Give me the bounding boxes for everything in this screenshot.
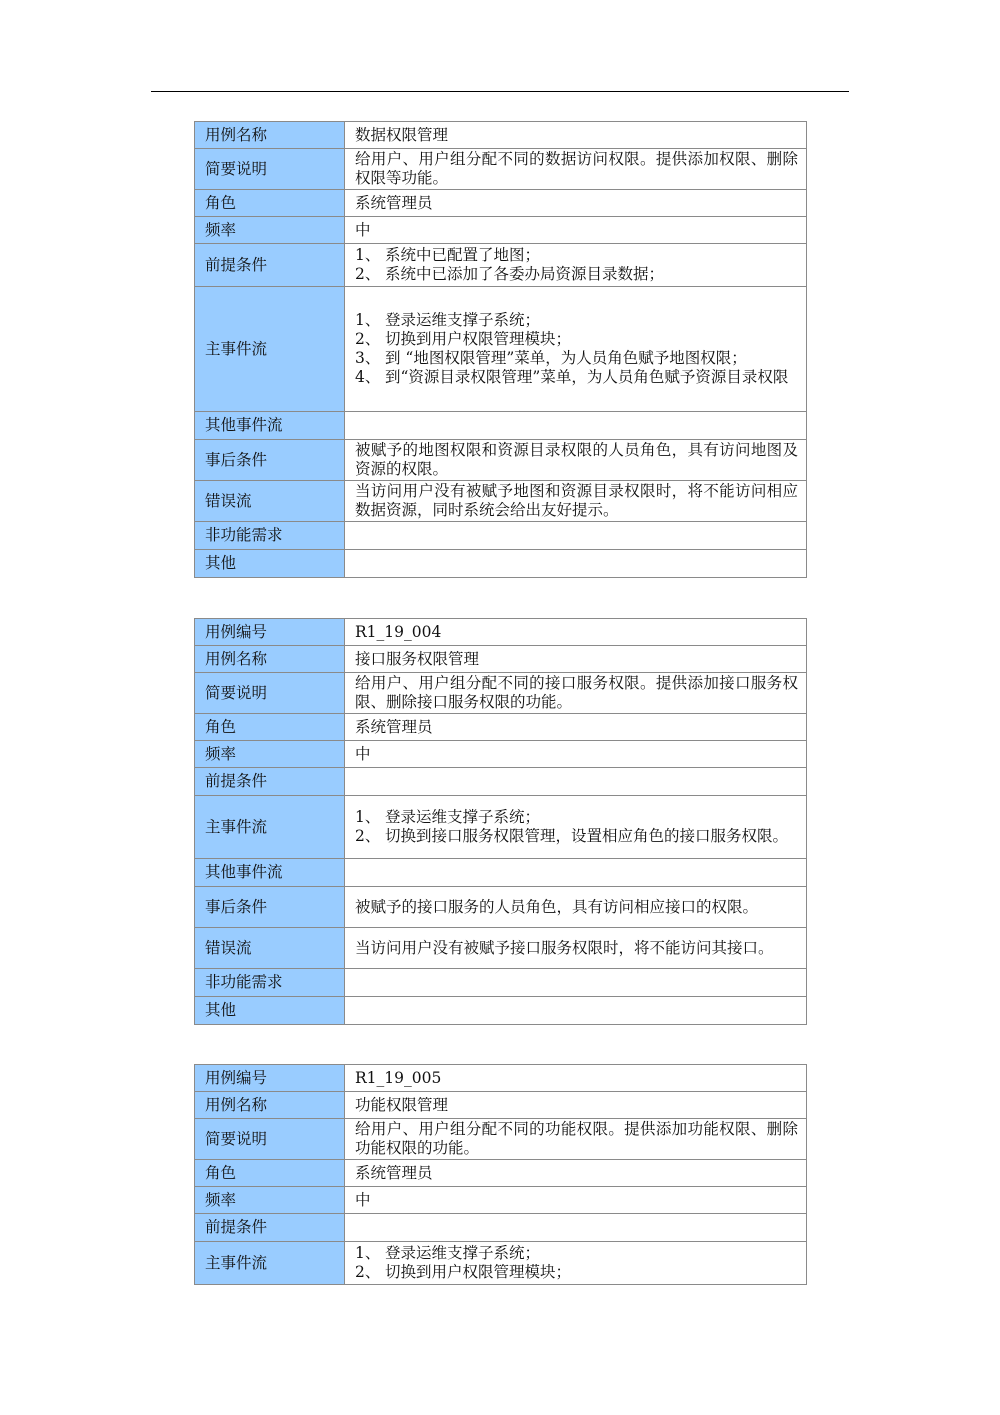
row-label: 主事件流 [195,796,345,859]
row-value [345,412,807,440]
row-value-steps [345,796,807,859]
table-row [195,190,807,217]
step-text: 切换到用户权限管理模块； [385,1263,572,1281]
table-row [195,550,807,578]
table-row [195,1065,807,1092]
table-row [195,673,807,714]
step-text: 登录运维支撑子系统； [385,1244,541,1262]
row-label: 频率 [195,217,345,244]
step-text: 到“资源目录权限管理”菜单，为人员角色赋予资源目录权限 [385,368,789,386]
row-value [345,969,807,997]
row-label: 用例编号 [195,1065,345,1092]
step-item [355,827,798,846]
table-row [195,619,807,646]
table-row [195,440,807,481]
step-number: 1、 [355,246,381,264]
row-value [345,997,807,1025]
row-value: 功能权限管理 [345,1092,807,1119]
row-value: 中 [345,741,807,768]
row-label: 频率 [195,1187,345,1214]
table-row [195,928,807,969]
table-row [195,741,807,768]
table-row [195,122,807,149]
row-value [345,768,807,796]
row-label: 频率 [195,741,345,768]
row-label: 简要说明 [195,149,345,190]
step-item [355,265,798,284]
table-row [195,522,807,550]
table-row [195,1242,807,1285]
table-row [195,217,807,244]
row-label: 其他事件流 [195,412,345,440]
step-item [355,330,798,349]
page-header-rule [151,91,849,92]
table-row [195,859,807,887]
row-label: 非功能需求 [195,522,345,550]
row-label: 用例编号 [195,619,345,646]
step-number: 2、 [355,330,381,348]
row-value: R1_19_004 [345,619,807,646]
step-item [355,1263,798,1282]
row-value [345,859,807,887]
row-label: 其他 [195,997,345,1025]
step-number: 1、 [355,1244,381,1262]
row-value: 中 [345,217,807,244]
table-row [195,646,807,673]
row-label: 简要说明 [195,673,345,714]
row-label: 角色 [195,190,345,217]
step-text: 切换到接口服务权限管理，设置相应角色的接口服务权限。 [385,827,789,845]
row-value: 给用户、用户组分配不同的功能权限。提供添加功能权限、删除功能权限的功能。 [345,1119,807,1160]
table-row [195,244,807,287]
use-case-table-interface-permission [194,618,807,1025]
step-number: 1、 [355,808,381,826]
step-text: 到 “地图权限管理”菜单，为人员角色赋予地图权限； [385,349,747,367]
step-number: 4、 [355,368,381,386]
row-label: 事后条件 [195,440,345,481]
step-number: 2、 [355,1263,381,1281]
row-label: 前提条件 [195,1214,345,1242]
row-label: 角色 [195,714,345,741]
use-case-table-data-permission [194,121,807,578]
table-row [195,1119,807,1160]
row-value [345,550,807,578]
row-value: 被赋予的地图权限和资源目录权限的人员角色，具有访问地图及资源的权限。 [345,440,807,481]
table-row [195,1214,807,1242]
table-row [195,412,807,440]
row-value: 数据权限管理 [345,122,807,149]
row-value: 当访问用户没有被赋予接口服务权限时，将不能访问其接口。 [345,928,807,969]
table-row [195,1160,807,1187]
row-value: 当访问用户没有被赋予地图和资源目录权限时，将不能访问相应数据资源，同时系统会给出友好提示。 [345,481,807,522]
step-text: 登录运维支撑子系统； [385,808,541,826]
row-label: 错误流 [195,481,345,522]
table-row [195,481,807,522]
step-item [355,1244,798,1263]
row-label: 前提条件 [195,768,345,796]
table-row [195,149,807,190]
use-case-table-function-permission [194,1064,807,1285]
step-item [355,246,798,265]
row-value: 被赋予的接口服务的人员角色，具有访问相应接口的权限。 [345,887,807,928]
step-number: 2、 [355,265,381,283]
table-row [195,997,807,1025]
row-label: 前提条件 [195,244,345,287]
table-row [195,714,807,741]
row-label: 用例名称 [195,646,345,673]
table-row [195,768,807,796]
step-number: 3、 [355,349,381,367]
row-label: 其他 [195,550,345,578]
step-number: 1、 [355,311,381,329]
row-label: 事后条件 [195,887,345,928]
row-value: 中 [345,1187,807,1214]
table-row [195,287,807,412]
step-text: 切换到用户权限管理模块； [385,330,572,348]
row-value: 系统管理员 [345,190,807,217]
row-value-steps [345,1242,807,1285]
row-value: R1_19_005 [345,1065,807,1092]
row-value-steps [345,287,807,412]
step-item [355,349,798,368]
step-item [355,808,798,827]
row-value [345,522,807,550]
step-item [355,368,798,387]
step-item [355,311,798,330]
row-label: 主事件流 [195,287,345,412]
table-row [195,969,807,997]
row-label: 错误流 [195,928,345,969]
row-value: 接口服务权限管理 [345,646,807,673]
table-row [195,1187,807,1214]
row-label: 非功能需求 [195,969,345,997]
row-value: 给用户、用户组分配不同的数据访问权限。提供添加权限、删除权限等功能。 [345,149,807,190]
table-row [195,1092,807,1119]
step-number: 2、 [355,827,381,845]
row-value [345,1214,807,1242]
table-row [195,887,807,928]
row-label: 用例名称 [195,122,345,149]
table-row [195,796,807,859]
row-value: 系统管理员 [345,714,807,741]
row-label: 用例名称 [195,1092,345,1119]
step-text: 系统中已添加了各委办局资源目录数据； [385,265,665,283]
row-label: 简要说明 [195,1119,345,1160]
row-label: 主事件流 [195,1242,345,1285]
step-text: 登录运维支撑子系统； [385,311,541,329]
row-value-steps [345,244,807,287]
step-text: 系统中已配置了地图； [385,246,541,264]
row-label: 角色 [195,1160,345,1187]
row-label: 其他事件流 [195,859,345,887]
row-value: 给用户、用户组分配不同的接口服务权限。提供添加接口服务权限、删除接口服务权限的功能。 [345,673,807,714]
row-value: 系统管理员 [345,1160,807,1187]
